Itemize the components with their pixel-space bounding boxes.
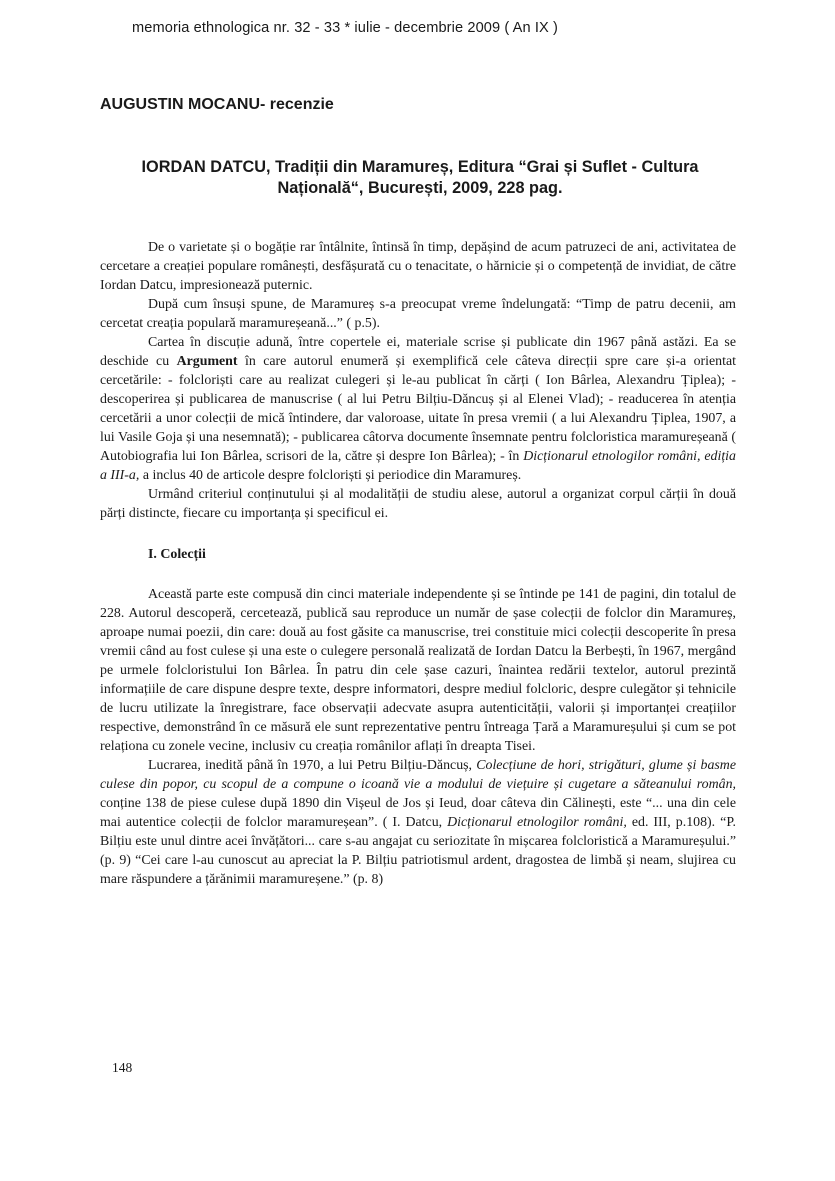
dictionary-reference: Dicționarul etnologilor români, xyxy=(447,815,627,830)
paragraph-3 xyxy=(100,333,736,485)
page-number: 148 xyxy=(112,1060,133,1075)
argument-term: Argument xyxy=(176,354,238,369)
journal-header: memoria ethnologica nr. 32 - 33 * iulie - decembrie 2009 ( An IX ) xyxy=(132,20,558,36)
title-line-2: Națională“, București, 2009, 228 pag. xyxy=(277,179,563,197)
paragraph-6-text-b: conține 138 de piese culese după 1890 din Vișeul de Jos și Ieud, doar câteva din Călinești, este “... una din cele mai autentice colecții de folclor maramureșean”. ( I. Datcu, xyxy=(100,796,736,830)
paragraph-6 xyxy=(100,756,736,889)
author-line: AUGUSTIN MOCANU- recenzie xyxy=(100,96,334,113)
paragraph-2: După cum însuși spune, de Maramureș s-a preocupat vreme îndelungată: “Timp de patru decenii, am cercetat creația populară maramureșeană...” ( p.5). xyxy=(100,297,736,331)
article-body xyxy=(100,238,736,889)
title-line-1: IORDAN DATCU, Tradiții din Maramureș, Editura “Grai și Suflet - Cultura xyxy=(141,158,699,176)
article-title xyxy=(100,157,740,199)
paragraph-1: De o varietate și o bogăție rar întâlnite, întinsă în timp, depășind de acum patruzeci de ani, activitatea de cercetare a creației populare românești, desfășurată cu o tenacitate, o hărnicie și o competență de invidiat, de către Iordan Datcu, impresionează puternic. xyxy=(100,240,736,293)
paragraph-3-text-b: în care autorul enumeră și exemplifică cele câteva direcții spre care și-a orientat cercetările: - folcloriști care au realizat culegeri și le-au publicat în cărți ( Ion Bârlea, Alexandru Țiplea); - descoperirea și publicarea de manuscrise ( al lui Petru Bilțiu-Dăncuș și al Elenei Vlad); - readucerea în atenția cercetării a unor colecții de mică întindere, dar valoroase, uitate în presa vremii ( a lui Alexandru Țiplea, 1907, a lui Vasile Goja și una nesemnată); - publicarea câtorva documente însemnate pentru folcloristica maramureșeană ( Autobiografia lui Ion Bârlea, scrisori de la, către și despre Ion Bârlea); - în xyxy=(100,354,736,464)
paragraph-4: Urmând criteriul conținutului și al modalității de studiu alese, autorul a organizat corpul cărții în două părți distincte, fiecare cu importanța și specificul ei. xyxy=(100,487,736,521)
dictionary-title: Dicționarul etnologilor români, ediția a III-a, xyxy=(100,449,736,483)
section-title: I. Colecții xyxy=(148,547,206,562)
paragraph-6-text-c: ed. III, p.108). “P. Bilțiu este unul dintre acei învățători... care s-au angajat cu seriozitate în mișcarea folcloristică a Maramureșului.” (p. 9) “Cei care l-au cunoscut au apreciat la P. Bilțiu patriotismul ardent, dragostea de limbă și neam, slujirea cu mare răspundere a țărănimii maramureșene.” (p. 8) xyxy=(100,815,736,887)
paragraph-3-text-c: a inclus 40 de articole despre folcloriști și periodice din Maramureș. xyxy=(139,468,522,483)
collection-title: Colecțiune de hori, strigături, glume și basme culese din popor, cu scopul de a compune o icoană vie a modului de viețuire și cugetare a săteanului român, xyxy=(100,758,737,792)
paragraph-6-text-a: Lucrarea, inedită până în 1970, a lui Petru Bilțiu-Dăncuș, xyxy=(148,758,477,773)
paragraph-3-text-a: Cartea în discuție adună, între copertele ei, materiale scrise și publicate din 1967 până astăzi. Ea se deschide cu xyxy=(100,335,736,369)
paragraph-5: Această parte este compusă din cinci materiale independente și se întinde pe 141 de pagini, din totalul de 228. Autorul descoperă, cercetează, publică sau reproduce un număr de șase colecții de folclor din Maramureș, aproape numai poezii, din care: două au fost găsite ca manuscrise, trei constituie mici colecții descoperite în presa vremii când au fost culese și una este o culegere personală realizată de Iordan Datcu la Berbești, în 1967, mergând pe urmele folcloristului Ion Bârlea. În patru din cele șase cazuri, înaintea redării textelor, autorul prezintă informațiile de care dispune despre texte, despre informatori, despre mediul folcloric, despre culegător și tehnicile de lucru utilizate la înregistrare, face observații adecvate asupra autenticității, valorii și importanței creațiilor respective, demonstrând în ce măsură ele sunt reprezentative pentru întreaga Țară a Maramureșului și cum se pot relaționa cu zonele vecine, inclusiv cu creația românilor aflați în dreapta Tisei. xyxy=(100,587,736,754)
